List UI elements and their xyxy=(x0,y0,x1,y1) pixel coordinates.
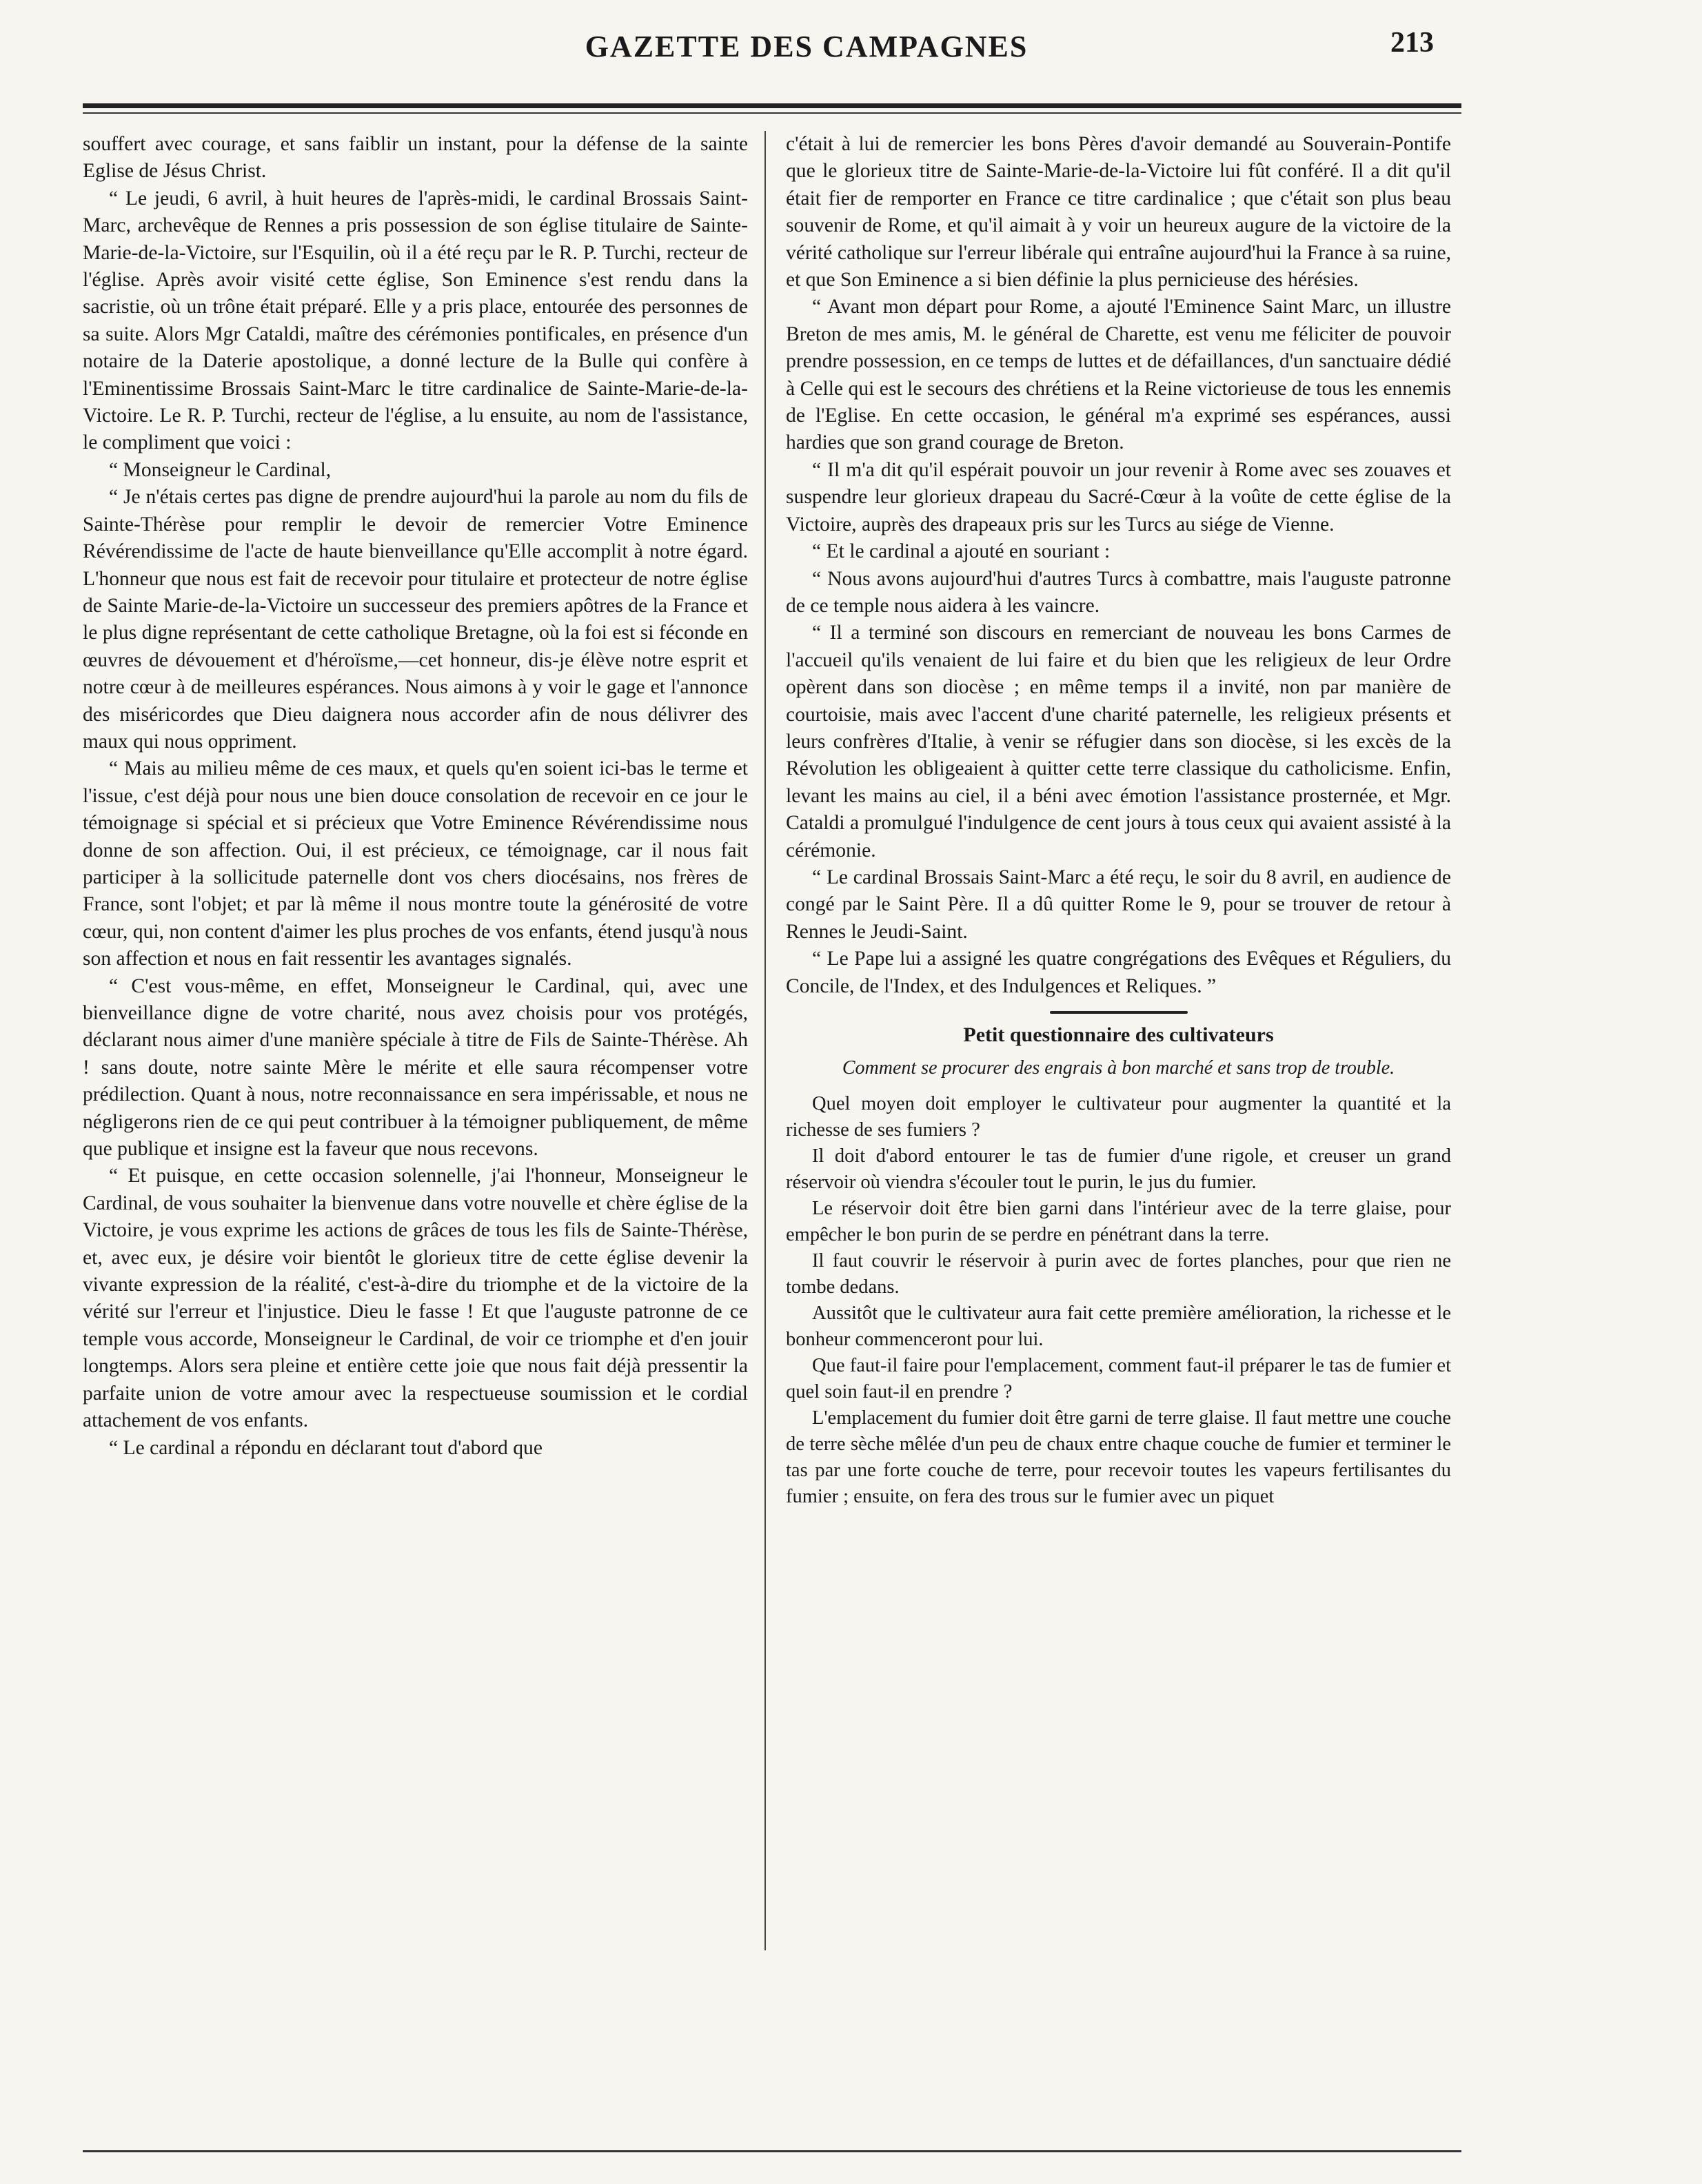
question-paragraph: Que faut-il faire pour l'emplacement, comment faut-il préparer le tas de fumier et quel soin faut-il en prendre ? xyxy=(786,1355,1451,1402)
right-column xyxy=(786,131,1451,1510)
answer-paragraph: L'emplacement du fumier doit être garni de terre glaise. Il faut mettre une couche de terre sèche mêlée d'un peu de chaux entre chaque couche de fumier et terminer le tas par une forte couche de terre, pour recevoir toutes les vapeurs fertilisantes du fumier ; ensuite, on fera des trous sur le fumier avec un piquet xyxy=(786,1407,1451,1507)
paragraph: “ Le cardinal Brossais Saint-Marc a été reçu, le soir du 8 avril, en audience de congé par le Saint Père. Il a dû quitter Rome le 9, pour se trouver de retour à Rennes le Jeudi-Saint. xyxy=(786,866,1451,943)
question-paragraph: Quel moyen doit employer le cultivateur pour augmenter la quantité et la richesse de ses fumiers ? xyxy=(786,1093,1451,1141)
running-head xyxy=(83,26,1461,68)
paragraph: “ C'est vous-même, en effet, Monseigneur le Cardinal, qui, avec une bienveillance digne de votre charité, nous avez choisis pour vos protégés, déclarant nous aimer d'une manière spéciale à titre de Fils de Sainte-Thérèse. Ah ! sans doute, notre sainte Mère le mérite et elle saura récompenser votre prédilection. Quant à nous, notre reconnaissance en sera impérissable, et nous ne négligerons rien de ce qui peut contribuer à la témoigner publiquement, de même que publique et insigne est la faveur que nous recevons. xyxy=(83,974,748,1161)
paragraph: “ Mais au milieu même de ces maux, et quels qu'en soient ici-bas le terme et l'issue, c'est déjà pour nous une bien douce consolation de recevoir en ce jour le témoignage si spécial et si précieux que Votre Eminence Révérendissime nous donne de son affection. Oui, il est précieux, ce témoignage, car il nous fait participer à la sollicitude paternelle dont vos chers diocésains, nos frères de France, sont l'objet; et par là même il nous montre toute la générosité de votre cœur, qui, non content d'aimer les plus proches de vos enfants, étend jusqu'à nous son affection et nous en fait ressentir les avantages signalés. xyxy=(83,757,748,970)
paragraph: “ Je n'étais certes pas digne de prendre aujourd'hui la parole au nom du fils de Sainte-Thérèse pour remplir le devoir de remercier Votre Eminence Révérendissime de l'acte de haute bienveillance qu'Elle accomplit à notre égard. L'honneur que nous est fait de recevoir pour titulaire et protecteur de notre église de Sainte Marie-de-la-Victoire un successeur des premiers apôtres de la France et le plus digne représentant de cette catholique Bretagne, où la foi est si féconde en œuvres de dévouement et d'héroïsme,—cet honneur, dis-je élève notre esprit et notre cœur à de meilleures espérances. Nous aimons à y voir le gage et l'annonce des miséricordes que Dieu daignera nous accorder afin de nous délivrer des maux qui nous oppriment. xyxy=(83,486,748,753)
paragraph: “ Le Pape lui a assigné les quatre congrégations des Evêques et Réguliers, du Concile, de l'Index, et des Indulgences et Reliques. ” xyxy=(786,948,1451,997)
answer-paragraph: Aussitôt que le cultivateur aura fait cette première amélioration, la richesse et le bonheur commenceront pour lui. xyxy=(786,1303,1451,1350)
paragraph: “ Le jeudi, 6 avril, à huit heures de l'après-midi, le cardinal Brossais Saint-Marc, archevêque de Rennes a pris possession de son église titulaire de Sainte-Marie-de-la-Victoire, sur l'Esquilin, où il a été reçu par le R. P. Turchi, recteur de l'église. Après avoir visité cette église, Son Eminence s'est rendu dans la sacristie, où un trône était préparé. Elle y a pris place, entourée des personnes de sa suite. Alors Mgr Cataldi, maître des cérémonies pontificales, en présence d'un notaire de la Daterie apostolique, a donné lecture de la Bulle qui confère à l'Eminentissime Brossais Saint-Marc le titre cardinalice de Sainte-Marie-de-la-Victoire. Le R. P. Turchi, recteur de l'église, a lu ensuite, au nom de l'assistance, le compliment que voici : xyxy=(83,187,748,454)
section-subheading: Comment se procurer des engrais à bon marché et sans trop de trouble. xyxy=(842,1057,1395,1079)
answer-paragraph: Le réservoir doit être bien garni dans l'intérieur avec de la terre glaise, pour empêcher le bon purin de se perdre en pénétrant dans la terre. xyxy=(786,1198,1451,1245)
salutation: “ Monseigneur le Cardinal, xyxy=(109,458,332,481)
journal-title: GAZETTE DES CAMPAGNES xyxy=(585,30,1029,63)
page-number: 213 xyxy=(1390,27,1434,59)
paragraph: souffert avec courage, et sans faiblir un instant, pour la défense de la sainte Eglise de Jésus Christ. xyxy=(83,133,748,183)
paragraph: “ Le cardinal a répondu en déclarant tout d'abord que xyxy=(109,1436,543,1459)
left-column xyxy=(83,131,748,1462)
paragraph: “ Et le cardinal a ajouté en souriant : xyxy=(812,540,1111,563)
paragraph: “ Et puisque, en cette occasion solennelle, j'ai l'honneur, Monseigneur le Cardinal, de vous souhaiter la bienvenue dans votre nouvelle et chère église de la Victoire, je vous exprime les actions de grâces de tous les fils de Sainte-Thérèse, et, avec eux, je désire voir bientôt le glorieux titre de cette église devenir la vivante expression de la réalité, c'est-à-dire du triomphe et de la victoire de la vérité sur l'erreur et l'injustice. Dieu le fasse ! Et que l'auguste patronne de ce temple vous accorde, Monseigneur le Cardinal, de voir ce triomphe et d'en jouir longtemps. Alors sera pleine et entière cette joie que nous fait déjà pressentir la parfaite union de votre amour avec la respectueuse soumission et le cordial attachement de vos enfants. xyxy=(83,1165,748,1432)
column-divider xyxy=(764,131,766,1950)
paragraph: “ Il m'a dit qu'il espérait pouvoir un jour revenir à Rome avec ses zouaves et suspendre leur glorieux drapeau du Sacré-Cœur à la voûte de cette église de la Victoire, auprès des drapeaux pris sur les Turcs au siége de Vienne. xyxy=(786,458,1451,535)
answer-paragraph: Il doit d'abord entourer le tas de fumier d'une rigole, et creuser un grand réservoir où viendra s'écouler tout le purin, le jus du fumier. xyxy=(786,1145,1451,1193)
paragraph: c'était à lui de remercier les bons Pères d'avoir demandé au Souverain-Pontife que le glorieux titre de Sainte-Marie-de-la-Victoire lui fût conféré. Il a dit qu'il était fier de remporter en France ce titre cardinalice ; que c'était son plus beau souvenir de Rome, et qu'il aimait à y voir un heureux augure de la victoire de la vérité catholique sur l'erreur libérale qui entraîne aujourd'hui la France à sa ruine, et que Son Eminence a si bien définie la plus pernicieuse des hérésies. xyxy=(786,133,1451,292)
header-rule-thin xyxy=(83,112,1461,114)
paragraph: “ Avant mon départ pour Rome, a ajouté l'Eminence Saint Marc, un illustre Breton de mes amis, M. le général de Charette, est venu me féliciter de pouvoir prendre possession, en ce temps de luttes et de défaillances, d'un sanctuaire dédié à Celle qui est le secours des chrétiens et la Reine victorieuse de tous les ennemis de l'Eglise. En cette occasion, le général m'a exprimé ses espérances, aussi hardies que son grand courage de Breton. xyxy=(786,296,1451,454)
paragraph: “ Nous avons aujourd'hui d'autres Turcs à combattre, mais l'auguste patronne de ce temple nous aidera à les vaincre. xyxy=(786,567,1451,617)
paragraph: “ Il a terminé son discours en remerciant de nouveau les bons Carmes de l'accueil qu'ils venaient de lui faire et du bien que les religieux de leur Ordre opèrent dans son diocèse ; en même temps il a invité, non par manière de courtoisie, mais avec l'accent d'une charité paternelle, les religieux présents et leurs confrères d'Italie, à venir se réfugier dans son diocèse, si les excès de la Révolution les obligeaient à quitter cette terre classique du catholicisme. Enfin, levant les mains au ciel, il a béni avec émotion l'assistance prosternée, et Mgr. Cataldi a promulgué l'indulgence de cent jours à tous ceux qui avaient assisté à la cérémonie. xyxy=(786,622,1451,861)
section-heading: Petit questionnaire des cultivateurs xyxy=(963,1023,1274,1046)
footer-rule xyxy=(83,2150,1461,2152)
section-separator xyxy=(1050,1011,1188,1014)
header-rule-thick xyxy=(83,103,1461,108)
answer-paragraph: Il faut couvrir le réservoir à purin avec de fortes planches, pour que rien ne tombe dedans. xyxy=(786,1250,1451,1298)
